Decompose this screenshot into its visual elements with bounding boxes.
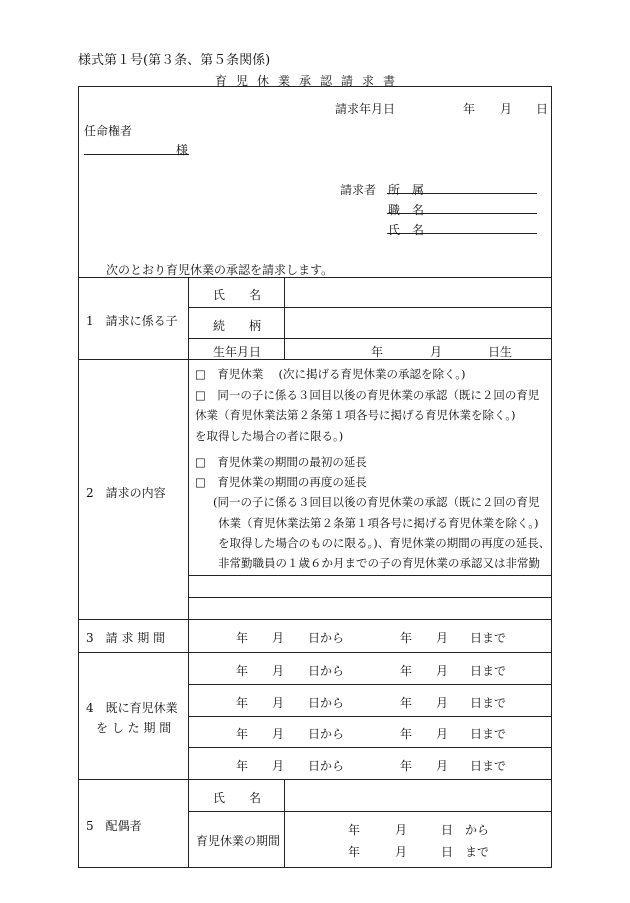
section2-blank-line2	[188, 597, 551, 598]
prior-from-year: 年	[236, 759, 249, 773]
prior-to-month: 月	[436, 664, 449, 678]
section4-label-line1: 4 既に育児休業	[86, 701, 178, 715]
frame-top	[78, 86, 552, 87]
prior-to-year: 年	[400, 696, 413, 710]
prior-from-day: 日から	[308, 727, 345, 741]
frame-left	[78, 86, 79, 867]
appointer-label: 任命権者	[84, 124, 133, 138]
prior-from-day: 日から	[308, 664, 345, 678]
frame-right	[551, 86, 552, 867]
request-date-day: 日	[536, 102, 549, 116]
affiliation-line[interactable]	[387, 193, 537, 194]
section4-row-line3	[188, 747, 551, 748]
prior-to-year: 年	[400, 727, 413, 741]
appointer-name-line[interactable]	[84, 154, 189, 155]
prior-from-year: 年	[236, 664, 249, 678]
child-birth-month: 月	[430, 345, 443, 359]
prior-to-year: 年	[400, 759, 413, 773]
request-option-childcare-leave[interactable]: □ 育児休業 (次に掲げる育児休業の承認を除く。)	[195, 367, 466, 381]
spouse-from-year: 年	[348, 823, 361, 837]
divider-section2	[78, 359, 552, 360]
prior-to-day: 日まで	[470, 664, 507, 678]
spouse-from-day: 日 から	[441, 823, 490, 837]
prior-from-year: 年	[236, 696, 249, 710]
section1-row-line1	[188, 307, 551, 308]
period-to-day: 日まで	[470, 631, 507, 645]
second-extension-note-line4: 非常勤職員の１歳６か月までの子の育児休業の承認又は非常勤	[218, 556, 540, 570]
section2-blank-line1	[188, 575, 551, 576]
child-relation-label: 続 柄	[213, 319, 262, 333]
request-option-second-extension[interactable]: □ 育児休業の期間の再度の延長	[195, 475, 367, 489]
prior-to-day: 日まで	[470, 727, 507, 741]
request-option-third-approval-line3: を取得した場合の者に限る。)	[195, 429, 344, 443]
prior-to-month: 月	[436, 759, 449, 773]
sama-label: 様	[176, 143, 189, 157]
section3-label: 3 請 求 期 間	[86, 631, 166, 645]
prior-from-month: 月	[272, 727, 285, 741]
section4-row-line2	[188, 716, 551, 717]
section5-sub-line	[284, 779, 285, 867]
form-title: 育児休業承認請求書	[215, 74, 405, 88]
prior-from-day: 日から	[308, 696, 345, 710]
period-to-month: 月	[436, 631, 449, 645]
section1-sub-line	[284, 277, 285, 359]
request-option-third-approval-line2: 休業（育児休業法第２条第１項各号に掲げる育児休業を除く。)	[195, 408, 516, 422]
request-option-first-extension[interactable]: □ 育児休業の期間の最初の延長	[195, 455, 367, 469]
spouse-period-label: 育児休業の期間	[196, 834, 281, 848]
section2-label: 2 請求の内容	[86, 486, 166, 500]
child-name-label: 氏 名	[213, 288, 262, 302]
divider-section1	[78, 277, 552, 278]
name-label: 氏 名	[388, 223, 425, 237]
name-line[interactable]	[387, 233, 537, 234]
request-date-label: 請求年月日	[335, 102, 396, 116]
request-date-year: 年	[463, 102, 476, 116]
prior-to-month: 月	[436, 727, 449, 741]
second-extension-note-line2: 休業（育児休業法第２条第１項各号に掲げる育児休業を除く。)	[218, 516, 539, 530]
request-statement: 次のとおり育児休業の承認を請求します。	[106, 263, 334, 277]
period-to-year: 年	[400, 631, 413, 645]
period-from-day: 日から	[308, 631, 345, 645]
form-heading: 様式第１号(第３条、第５条関係)	[78, 53, 271, 68]
spouse-from-month: 月	[395, 823, 408, 837]
post-line[interactable]	[387, 213, 537, 214]
prior-from-month: 月	[272, 664, 285, 678]
section4-label-line2: を し た 期 間	[96, 721, 172, 735]
post-label: 職 名	[388, 203, 425, 217]
prior-to-day: 日まで	[470, 696, 507, 710]
affiliation-label: 所 属	[388, 183, 425, 197]
request-option-third-approval[interactable]: □ 同一の子に係る３回目以後の育児休業の承認（既に２回の育児	[195, 388, 540, 402]
prior-to-day: 日まで	[470, 759, 507, 773]
label-column-line	[188, 277, 189, 867]
divider-section5	[78, 779, 552, 780]
section5-label: 5 配偶者	[86, 819, 142, 833]
spouse-to-month: 月	[395, 845, 408, 859]
request-date-month: 月	[500, 102, 513, 116]
prior-from-year: 年	[236, 727, 249, 741]
second-extension-note-line3: を取得した場合のものに限る。)、育児休業の期間の再度の延長、	[218, 536, 551, 550]
spouse-to-year: 年	[348, 845, 361, 859]
requester-label: 請求者	[340, 183, 377, 197]
prior-from-month: 月	[272, 696, 285, 710]
section5-row-line	[188, 811, 551, 812]
section4-row-line1	[188, 684, 551, 685]
prior-to-month: 月	[436, 696, 449, 710]
frame-bottom	[78, 867, 552, 868]
divider-section4	[78, 652, 552, 653]
child-birth-label: 生年月日	[213, 345, 262, 359]
prior-from-day: 日から	[308, 759, 345, 773]
second-extension-note-line1: (同一の子に係る３回目以後の育児休業の承認（既に２回の育児	[213, 495, 540, 509]
period-from-month: 月	[272, 631, 285, 645]
prior-from-month: 月	[272, 759, 285, 773]
spouse-to-day: 日 まで	[441, 845, 490, 859]
section1-label: 1 請求に係る子	[86, 314, 178, 328]
period-from-year: 年	[236, 631, 249, 645]
divider-section3	[78, 619, 552, 620]
spouse-name-label: 氏 名	[213, 791, 262, 805]
prior-to-year: 年	[400, 664, 413, 678]
section1-row-line2	[188, 338, 551, 339]
child-birth-year: 年	[371, 345, 384, 359]
child-birth-day: 日生	[488, 345, 513, 359]
